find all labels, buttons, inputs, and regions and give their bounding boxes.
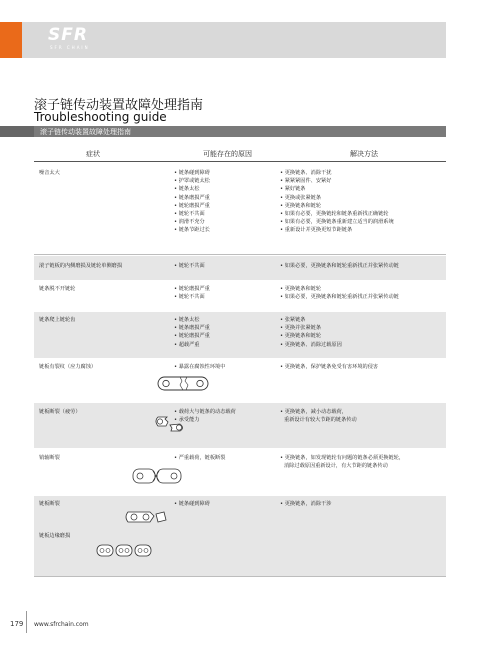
symptom-cell bbox=[39, 454, 60, 462]
broken-pin-illustration bbox=[129, 463, 189, 493]
causes-cell bbox=[174, 262, 205, 270]
causes-cell bbox=[174, 363, 225, 371]
table-row bbox=[34, 449, 446, 495]
symptom-text: 链条脱不开链轮 bbox=[39, 286, 76, 292]
cause-item: • 护罩或链太松 bbox=[174, 177, 210, 185]
solution-item: • 更换链条，减小动态载荷， bbox=[280, 408, 357, 416]
symptom-cell bbox=[39, 363, 96, 371]
brand-logo-subtitle: SFR CHAIN bbox=[50, 45, 90, 50]
solution-item: • 更换链条、消除过载原因 bbox=[280, 341, 342, 349]
solution-item: • 更换或张紧链条 bbox=[280, 194, 394, 202]
page-number: 179 bbox=[10, 620, 24, 628]
symptom-text: 噪音太大 bbox=[39, 170, 60, 176]
solution-item: • 更换链条、消除干扰 bbox=[280, 169, 394, 177]
solutions-cell bbox=[280, 285, 399, 301]
cause-item: • 链轮磨损严重 bbox=[174, 202, 210, 210]
solution-item: 消除过载原因重新设计，有大节距的链条传动 bbox=[284, 463, 388, 470]
solutions-cell bbox=[280, 454, 404, 470]
symptom-text: 销轴断裂 bbox=[39, 455, 60, 461]
page-title-cn: 滚子链传动装置故障处理指南 bbox=[34, 98, 204, 113]
table-row bbox=[34, 256, 446, 280]
page-title-en: Troubleshooting guide bbox=[34, 110, 167, 124]
symptom-cell-secondary bbox=[39, 532, 70, 540]
symptom-text: 链板断裂 bbox=[39, 501, 60, 507]
worn-plate-edges-illustration bbox=[94, 540, 156, 562]
cause-item: • 链轮磨损严重 bbox=[174, 332, 210, 340]
solution-item: • 更换并张紧链条 bbox=[280, 324, 342, 332]
symptom-text: 链板有裂纹（应力腐蚀） bbox=[39, 364, 97, 370]
table-row bbox=[34, 164, 446, 254]
solution-item: • 如果有必要，更换链条重新建立适当的润滑系统 bbox=[280, 218, 394, 226]
cause-item: • 链条碰到障碍 bbox=[174, 500, 210, 508]
symptom-cell bbox=[39, 408, 81, 416]
symptom-cell bbox=[39, 169, 60, 177]
section-bar-title: 滚子链传动装置故障处理指南 bbox=[40, 128, 131, 136]
cause-item: • 链条碰到障碍 bbox=[174, 169, 210, 177]
column-header-symptom: 症状 bbox=[86, 150, 100, 158]
solution-item: • 紧好链条 bbox=[280, 185, 394, 193]
solution-item: • 如果有必要，更换链轮和链条重新找正确链轮 bbox=[280, 210, 394, 218]
solution-item: • 张紧链条 bbox=[280, 316, 342, 324]
header-rule bbox=[34, 161, 446, 162]
solution-item: • 紧紧紧固件、安紧好 bbox=[280, 177, 394, 185]
table-row bbox=[34, 496, 446, 576]
causes-cell bbox=[174, 169, 210, 235]
solutions-cell bbox=[280, 262, 399, 270]
section-bar-accent bbox=[0, 126, 34, 137]
causes-cell bbox=[174, 500, 210, 508]
symptom-text: 链条爬上链轮齿 bbox=[39, 317, 76, 323]
solution-item: • 更换链条和链轮 bbox=[280, 332, 342, 340]
column-header-causes: 可能存在的原因 bbox=[203, 150, 252, 158]
table-row bbox=[34, 312, 446, 358]
solutions-cell bbox=[280, 169, 394, 235]
table-row bbox=[34, 403, 446, 448]
footer-divider bbox=[26, 611, 27, 633]
column-header-solutions: 解决方法 bbox=[350, 150, 378, 158]
symptom-cell bbox=[39, 500, 60, 508]
cause-item: • 暴露在腐蚀性环境中 bbox=[174, 363, 225, 371]
symptom-text: 滚子链板的内侧磨损及链轮单侧磨损 bbox=[39, 263, 123, 269]
cause-item: • 链轮不共面 bbox=[174, 293, 210, 301]
cause-item: • 链轮不共面 bbox=[174, 262, 205, 270]
causes-cell bbox=[174, 454, 225, 462]
symptom-cell bbox=[39, 262, 122, 270]
cause-item: • 链条节距过长 bbox=[174, 226, 210, 234]
broken-link-plate-illustration bbox=[124, 504, 170, 532]
symptom-cell bbox=[39, 285, 75, 293]
cause-item: • 润滑不充分 bbox=[174, 218, 210, 226]
solution-item: • 更换链条和链轮 bbox=[280, 202, 394, 210]
cause-item: • 载荷大与链条的动态载荷 bbox=[174, 408, 236, 416]
cause-item: • 链条太松 bbox=[174, 316, 210, 324]
cause-item: • 链轮磨损严重 bbox=[174, 285, 210, 293]
brand-logo: SFR bbox=[48, 25, 88, 45]
cause-item: • 链条磨损严重 bbox=[174, 194, 210, 202]
causes-cell bbox=[174, 408, 236, 424]
causes-cell bbox=[174, 285, 210, 301]
solution-item: • 更换链条，保护链条免受有害环境的侵害 bbox=[280, 363, 378, 371]
cause-item: • 超载严重 bbox=[174, 341, 210, 349]
cracked-link-plate-illustration bbox=[154, 371, 214, 397]
cause-item: • 严重载荷，链板断裂 bbox=[174, 454, 225, 462]
row-divider bbox=[34, 254, 446, 255]
symptom-text: 链板边缘磨损 bbox=[39, 533, 71, 539]
cause-item: • 链条磨损严重 bbox=[174, 324, 210, 332]
solutions-cell bbox=[280, 500, 331, 508]
header-accent bbox=[0, 22, 22, 58]
footer-url: www.sfrchain.com bbox=[34, 621, 89, 628]
solution-item: • 如果必要，更换链条和链轮重新找正并张紧传动链 bbox=[280, 293, 399, 301]
cause-item: • 承受能力 bbox=[174, 416, 236, 424]
solutions-cell bbox=[280, 408, 357, 424]
solution-item: • 更换链条和链轮 bbox=[280, 285, 399, 293]
solutions-cell bbox=[280, 363, 378, 371]
solution-item: • 重新设计并更换更短节距链条 bbox=[280, 226, 394, 234]
causes-cell bbox=[174, 316, 210, 349]
table-row bbox=[34, 281, 446, 311]
table-row bbox=[34, 359, 446, 402]
solutions-cell bbox=[280, 316, 342, 349]
solution-item: • 如果必要，更换链条和链轮重新找正并张紧传动链 bbox=[280, 262, 399, 270]
symptom-text: 链板断裂（疲劳） bbox=[39, 409, 81, 415]
cause-item: • 链轮不共面 bbox=[174, 210, 210, 218]
solution-item: 重新设计有较大节距的链条传动 bbox=[284, 417, 357, 424]
solution-item: • 更换链条，如发现链轮有问题的链条必须更换链轮， bbox=[280, 454, 404, 462]
solution-item: • 更换链条，消除干涉 bbox=[280, 500, 331, 508]
row-divider bbox=[34, 576, 446, 577]
cause-item: • 链条太松 bbox=[174, 185, 210, 193]
symptom-cell bbox=[39, 316, 75, 324]
